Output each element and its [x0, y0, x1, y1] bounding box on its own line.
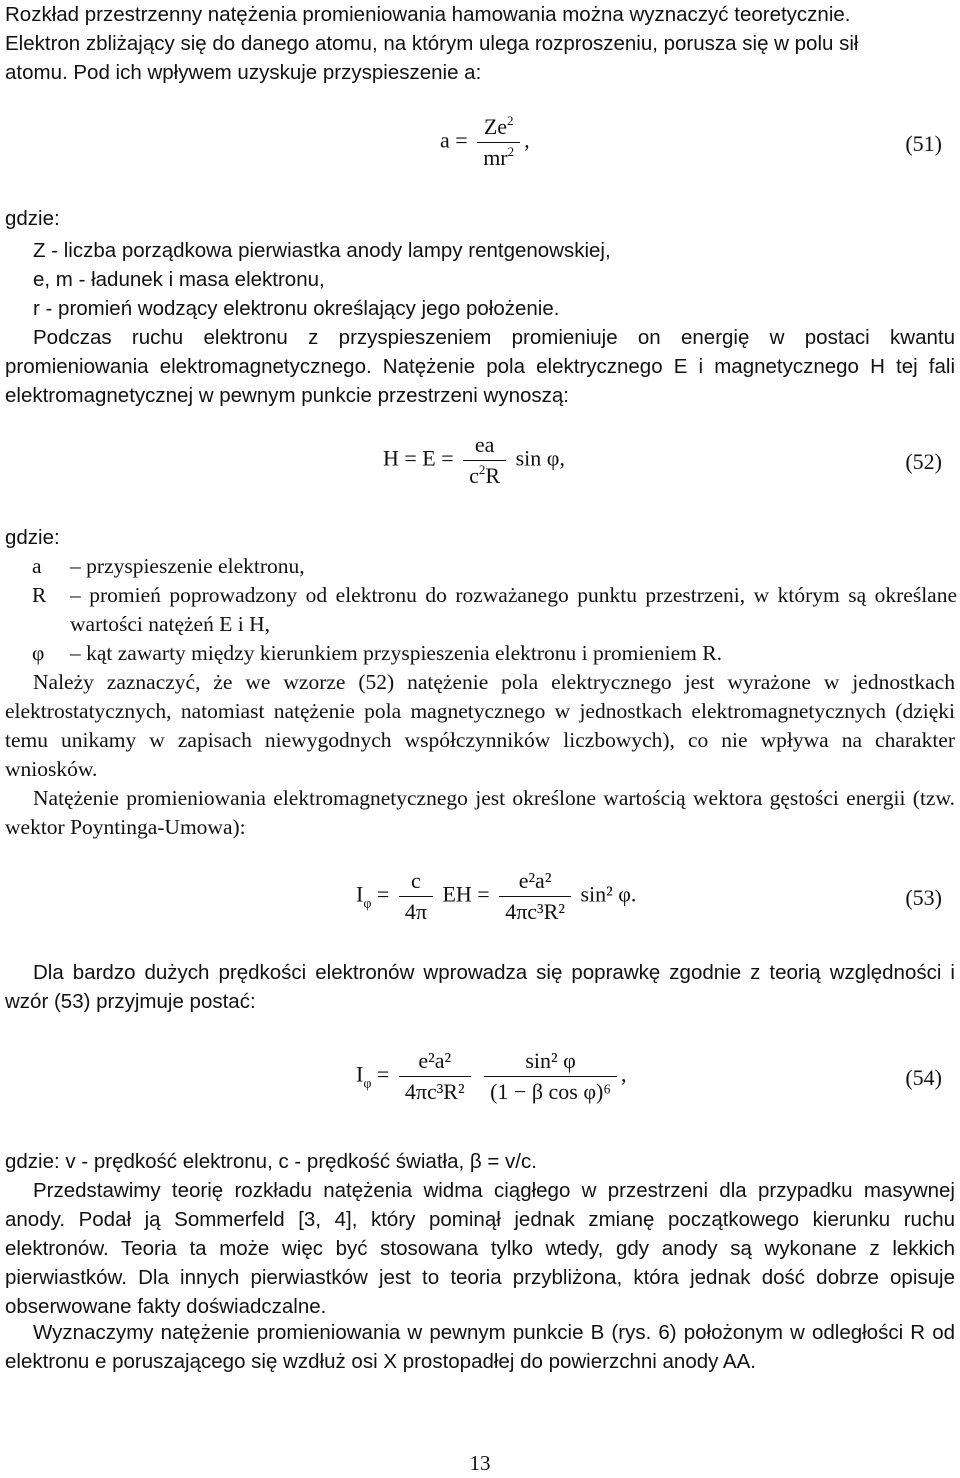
eq52-lhs: H = E = — [383, 445, 454, 471]
eq54-fraction-1: $\frac{\text{e²a²}}{\text{4πc³R²}}$ — [399, 1046, 471, 1107]
paragraph-wyznaczymy: Wyznaczymy natężenie promieniowania w pewnym punkcie B (rys. 6) położonym w odległości R od elektronu e poruszającego się wzdłuż osi X prostopadłej do powierzchni anody AA. — [5, 1321, 955, 1373]
intro-line-1: Rozkład przestrzenny natężenia promieniowania hamowania można wyznaczyć teoretycznie. — [5, 3, 851, 26]
intro-line-2: Elektron zbliżający się do danego atomu, na którym ulega rozproszeniu, porusza się w polu sił — [5, 32, 859, 55]
equation-53: $I_\varphi$ = $\frac{c}{4\pi}$ EH = $\frac{\text{e²a²}}{\text{4πc³R²}}$ sin² φ. — [356, 866, 636, 927]
equation-54: $I_\varphi$ = $\frac{\text{e²a²}}{\text{4πc³R²}}$ $\frac{\text{sin² φ}}{\text{(1 − β cos φ)⁶}}$ , — [356, 1046, 627, 1107]
definition-r: R – promień poprowadzony od elektronu do rozważanego punktu przestrzeni, w którym są określane wartości natężeń E i H, — [32, 583, 957, 636]
where1-item-3: r - promień wodzący elektronu określający jego położenie. — [33, 297, 560, 320]
definition-a: a – przyspieszenie elektronu, — [32, 554, 305, 578]
equation-54-label: (54) — [905, 1065, 942, 1090]
where3-line: gdzie: v - prędkość elektronu, c - prędkość światła, β = v/c. — [5, 1150, 537, 1173]
equation-51-label: (51) — [905, 131, 942, 156]
where2-definitions — [32, 552, 957, 668]
eq51-denominator: mr — [483, 145, 508, 170]
equation-53-label: (53) — [905, 885, 942, 910]
paragraph-podczas: Podczas ruchu elektronu z przyspieszeniem promieniuje on energię w postaci kwantu promieniowania elektromagnetycznego. Natężenie pola elektrycznego E i magnetycznego H tej fali elektromagnetycznej w pewnym punkcie przestrzeni wynoszą: — [5, 326, 955, 407]
where1-item-2: e, m - ładunek i masa elektronu, — [33, 268, 325, 291]
where1-label: gdzie: — [5, 207, 60, 230]
equation-51: a = $\frac{Ze^2}{mr^2}$ , — [440, 112, 530, 173]
page-number: 13 — [469, 1451, 491, 1475]
intro-line-3: atomu. Pod ich wpływem uzyskuje przyspieszenie a: — [5, 61, 482, 84]
eq53-fraction-1: $\frac{c}{4\pi}$ — [399, 866, 433, 927]
where1-item-1: Z - liczba porządkowa pierwiastka anody lampy rentgenowskiej, — [33, 239, 611, 262]
equation-52 — [383, 430, 565, 491]
eq51-fraction: $\frac{Ze^2}{mr^2}$ — [477, 112, 520, 173]
equation-52-label: (52) — [905, 449, 942, 474]
eq52-tail: sin φ, — [515, 445, 565, 471]
where2-label: gdzie: — [5, 526, 60, 549]
paragraph-dla: Dla bardzo dużych prędkości elektronów wprowadza się poprawkę zgodnie z teorią względności i wzór (53) przyjmuje postać: — [5, 961, 955, 1013]
eq54-fraction-2: $\frac{\text{sin² φ}}{\text{(1 − β cos φ)⁶}}$ — [484, 1046, 617, 1107]
eq52-numerator: ea — [463, 430, 506, 461]
eq52-fraction: $\frac{ea}{c^2R}$ — [463, 430, 506, 491]
paragraph-nalezy: Należy zaznaczyć, że we wzorze (52) natężenie pola elektrycznego jest wyrażone w jednostkach elektrostatycznych, natomiast natężenie pola magnetycznego w jednostkach elektromagnetycznych (dzięki temu unikamy w zapisach niewygodnych współczynników liczbowych), co nie wpływa na charakter wniosków. — [5, 670, 955, 781]
paragraph-natezenie: Natężenie promieniowania elektromagnetycznego jest określone wartością wektora gęstości energii (tzw. wektor Poyntinga-Umowa): — [5, 786, 955, 839]
definition-phi: φ – kąt zawarty między kierunkiem przyspieszenia elektronu i promieniem R. — [32, 641, 722, 665]
eq53-fraction-2: $\frac{\text{e²a²}}{\text{4πc³R²}}$ — [499, 866, 571, 927]
eq51-lhs: a — [440, 127, 450, 153]
eq51-numerator: Ze — [483, 114, 508, 139]
paragraph-przedstawimy: Przedstawimy teorię rozkładu natężenia widma ciągłego w przestrzeni dla przypadku masywnej anody. Podał ją Sommerfeld [3, 4], który pominął jednak zmianę początkowego kierunku ruchu elektronów. Teoria ta może więc być stosowana tylko wtedy, gdy anody są wykonane z lekkich pierwiastków. Dla innych pierwiastków jest to teoria przybliżona, która jednak dość dobrze opisuje obserwowane fakty doświadczalne. — [5, 1179, 955, 1318]
